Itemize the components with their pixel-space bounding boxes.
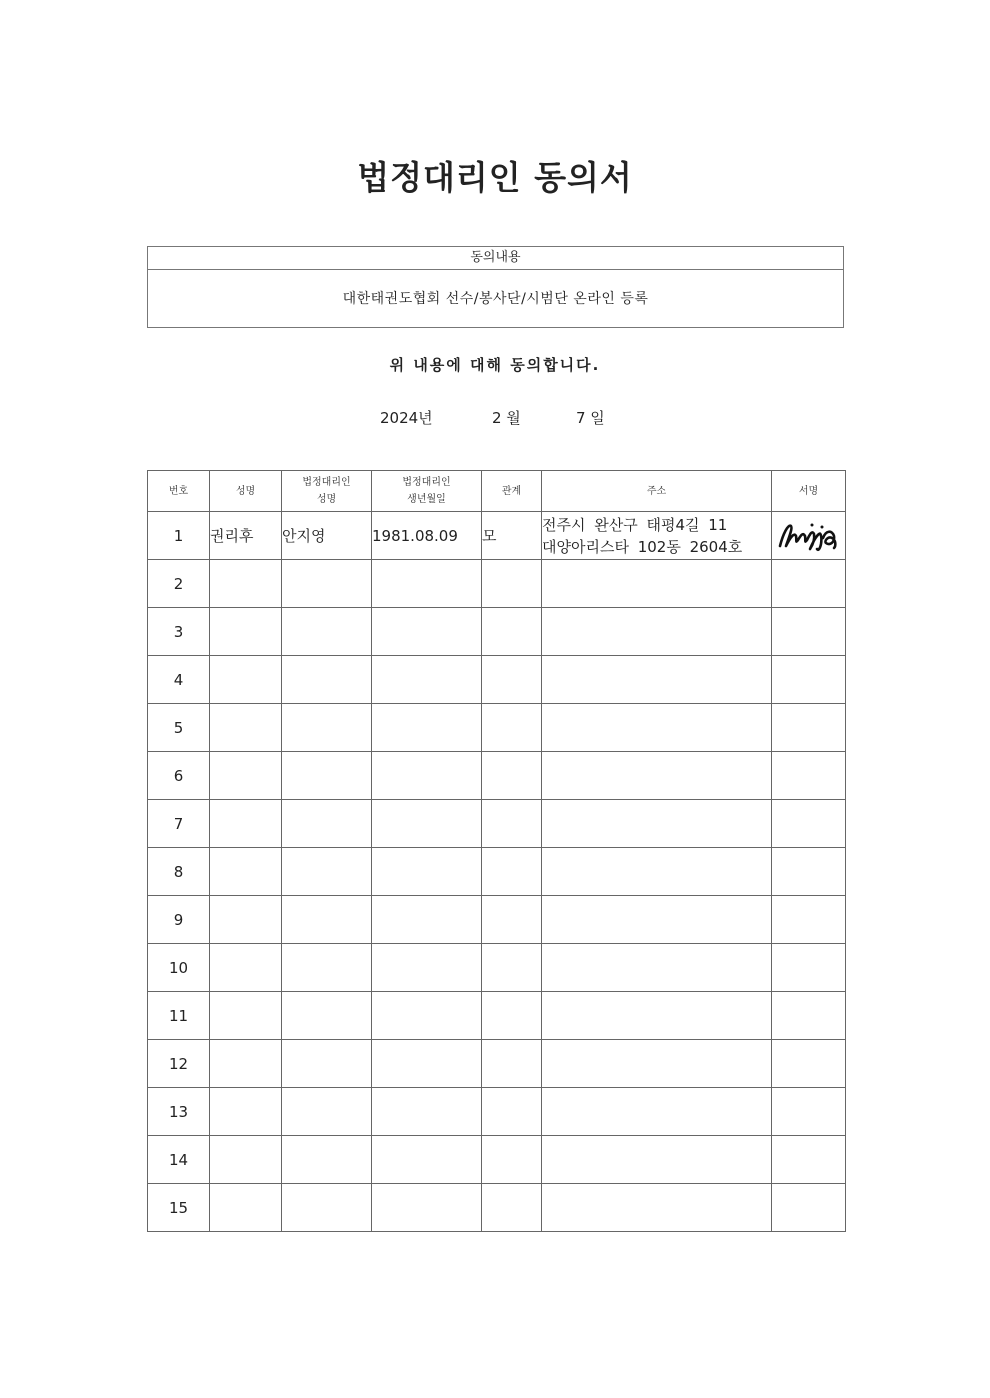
cell-name bbox=[210, 1088, 282, 1136]
cell-guardian-birth: 1981.08.09 bbox=[372, 512, 482, 560]
page-title: 법정대리인 동의서 bbox=[357, 158, 633, 197]
cell-address bbox=[542, 992, 772, 1040]
cell-guardian-birth bbox=[372, 656, 482, 704]
table-row bbox=[148, 992, 846, 1040]
cell-number: 15 bbox=[148, 1184, 210, 1232]
cell-guardian-birth bbox=[372, 752, 482, 800]
cell-address bbox=[542, 656, 772, 704]
header-relation: 관계 bbox=[482, 471, 542, 512]
cell-name bbox=[210, 1184, 282, 1232]
cell-guardian-name bbox=[282, 800, 372, 848]
cell-address bbox=[542, 1184, 772, 1232]
table-row bbox=[148, 512, 846, 560]
cell-relation bbox=[482, 800, 542, 848]
header-guardian-birth-line1: 법정대리인 bbox=[402, 477, 451, 488]
cell-relation bbox=[482, 944, 542, 992]
cell-signature bbox=[772, 848, 846, 896]
cell-guardian-name bbox=[282, 752, 372, 800]
cell-number: 7 bbox=[148, 800, 210, 848]
cell-number: 11 bbox=[148, 992, 210, 1040]
table-row bbox=[148, 1040, 846, 1088]
registration-table bbox=[147, 470, 846, 1232]
cell-number: 5 bbox=[148, 704, 210, 752]
cell-relation: 모 bbox=[482, 512, 542, 560]
cell-name bbox=[210, 800, 282, 848]
cell-name bbox=[210, 608, 282, 656]
cell-relation bbox=[482, 704, 542, 752]
cell-signature bbox=[772, 1040, 846, 1088]
cell-name bbox=[210, 560, 282, 608]
cell-address bbox=[542, 848, 772, 896]
header-guardian-name-line2: 성명 bbox=[316, 494, 337, 505]
cell-number: 6 bbox=[148, 752, 210, 800]
cell-relation bbox=[482, 1088, 542, 1136]
cell-relation bbox=[482, 608, 542, 656]
header-guardian-name bbox=[282, 471, 372, 512]
table-row bbox=[148, 848, 846, 896]
table-row bbox=[148, 944, 846, 992]
cell-signature bbox=[772, 896, 846, 944]
cell-address bbox=[542, 704, 772, 752]
table-row bbox=[148, 704, 846, 752]
cell-number: 12 bbox=[148, 1040, 210, 1088]
cell-name bbox=[210, 656, 282, 704]
cell-guardian-name bbox=[282, 1040, 372, 1088]
cell-relation bbox=[482, 1136, 542, 1184]
consent-box bbox=[147, 246, 844, 328]
cell-number: 3 bbox=[148, 608, 210, 656]
table-row bbox=[148, 1136, 846, 1184]
cell-guardian-name bbox=[282, 848, 372, 896]
cell-guardian-birth bbox=[372, 608, 482, 656]
cell-guardian-name bbox=[282, 992, 372, 1040]
cell-number: 10 bbox=[148, 944, 210, 992]
cell-number: 9 bbox=[148, 896, 210, 944]
cell-guardian-birth bbox=[372, 800, 482, 848]
cell-name: 권리후 bbox=[210, 512, 282, 560]
cell-signature bbox=[772, 704, 846, 752]
date-day: 7 일 bbox=[576, 409, 605, 427]
date-year: 2024년 bbox=[380, 409, 433, 427]
consent-content: 대한태권도협회 선수/봉사단/시범단 온라인 등록 bbox=[342, 291, 649, 307]
cell-guardian-name bbox=[282, 656, 372, 704]
cell-address bbox=[542, 512, 772, 560]
cell-name bbox=[210, 896, 282, 944]
cell-signature bbox=[772, 992, 846, 1040]
cell-guardian-birth bbox=[372, 944, 482, 992]
cell-guardian-birth bbox=[372, 1184, 482, 1232]
cell-number: 13 bbox=[148, 1088, 210, 1136]
table-row bbox=[148, 560, 846, 608]
cell-name bbox=[210, 752, 282, 800]
table-row bbox=[148, 656, 846, 704]
cell-guardian-name bbox=[282, 1184, 372, 1232]
table-row bbox=[148, 800, 846, 848]
cell-guardian-name bbox=[282, 1136, 372, 1184]
cell-signature bbox=[772, 1184, 846, 1232]
cell-name bbox=[210, 1040, 282, 1088]
cell-signature bbox=[772, 608, 846, 656]
cell-relation bbox=[482, 1184, 542, 1232]
cell-signature bbox=[772, 1088, 846, 1136]
date-month: 2 월 bbox=[492, 409, 521, 427]
agreement-statement: 위 내용에 대해 동의합니다. bbox=[389, 356, 601, 374]
cell-guardian-birth bbox=[372, 1040, 482, 1088]
cell-guardian-name bbox=[282, 560, 372, 608]
consent-header: 동의내용 bbox=[148, 247, 843, 270]
cell-relation bbox=[482, 848, 542, 896]
address-line2: 대양아리스타 102동 2604호 bbox=[542, 537, 743, 556]
cell-address bbox=[542, 1136, 772, 1184]
cell-address bbox=[542, 608, 772, 656]
header-name: 성명 bbox=[210, 471, 282, 512]
table-row bbox=[148, 608, 846, 656]
cell-guardian-name bbox=[282, 944, 372, 992]
cell-address bbox=[542, 944, 772, 992]
cell-signature bbox=[772, 560, 846, 608]
address-line1: 전주시 완산구 태평4길 11 bbox=[542, 515, 728, 534]
header-guardian-birth bbox=[372, 471, 482, 512]
cell-address bbox=[542, 752, 772, 800]
table-header-row bbox=[148, 471, 846, 512]
cell-signature bbox=[772, 1136, 846, 1184]
cell-signature bbox=[772, 944, 846, 992]
cell-name bbox=[210, 704, 282, 752]
header-guardian-birth-line2: 생년월일 bbox=[407, 494, 446, 505]
cell-address bbox=[542, 560, 772, 608]
cell-guardian-birth bbox=[372, 992, 482, 1040]
cell-signature bbox=[772, 512, 846, 560]
cell-number: 4 bbox=[148, 656, 210, 704]
cell-number: 8 bbox=[148, 848, 210, 896]
cell-name bbox=[210, 1136, 282, 1184]
header-guardian-name-line1: 법정대리인 bbox=[302, 477, 351, 488]
cell-relation bbox=[482, 992, 542, 1040]
cell-relation bbox=[482, 752, 542, 800]
header-address: 주소 bbox=[542, 471, 772, 512]
cell-name bbox=[210, 992, 282, 1040]
cell-signature bbox=[772, 800, 846, 848]
cell-guardian-birth bbox=[372, 1136, 482, 1184]
cell-relation bbox=[482, 656, 542, 704]
cell-guardian-birth bbox=[372, 848, 482, 896]
cell-address bbox=[542, 1040, 772, 1088]
table-row bbox=[148, 752, 846, 800]
cell-address bbox=[542, 800, 772, 848]
table-row bbox=[148, 1088, 846, 1136]
cell-signature bbox=[772, 752, 846, 800]
cell-name bbox=[210, 848, 282, 896]
cell-number: 2 bbox=[148, 560, 210, 608]
cell-guardian-birth bbox=[372, 704, 482, 752]
table-row bbox=[148, 896, 846, 944]
cell-guardian-name bbox=[282, 896, 372, 944]
header-number: 번호 bbox=[148, 471, 210, 512]
cell-relation bbox=[482, 896, 542, 944]
cell-signature bbox=[772, 656, 846, 704]
cell-relation bbox=[482, 560, 542, 608]
cell-address bbox=[542, 896, 772, 944]
table-row bbox=[148, 1184, 846, 1232]
cell-number: 14 bbox=[148, 1136, 210, 1184]
header-signature: 서명 bbox=[772, 471, 846, 512]
cell-name bbox=[210, 944, 282, 992]
cell-address bbox=[542, 1088, 772, 1136]
table-body bbox=[148, 512, 846, 1232]
cell-guardian-name: 안지영 bbox=[282, 512, 372, 560]
handwritten-signature bbox=[776, 516, 842, 552]
cell-relation bbox=[482, 1040, 542, 1088]
cell-guardian-name bbox=[282, 1088, 372, 1136]
cell-guardian-name bbox=[282, 704, 372, 752]
cell-guardian-name bbox=[282, 608, 372, 656]
cell-guardian-birth bbox=[372, 1088, 482, 1136]
cell-guardian-birth bbox=[372, 896, 482, 944]
cell-guardian-birth bbox=[372, 560, 482, 608]
cell-number: 1 bbox=[148, 512, 210, 560]
